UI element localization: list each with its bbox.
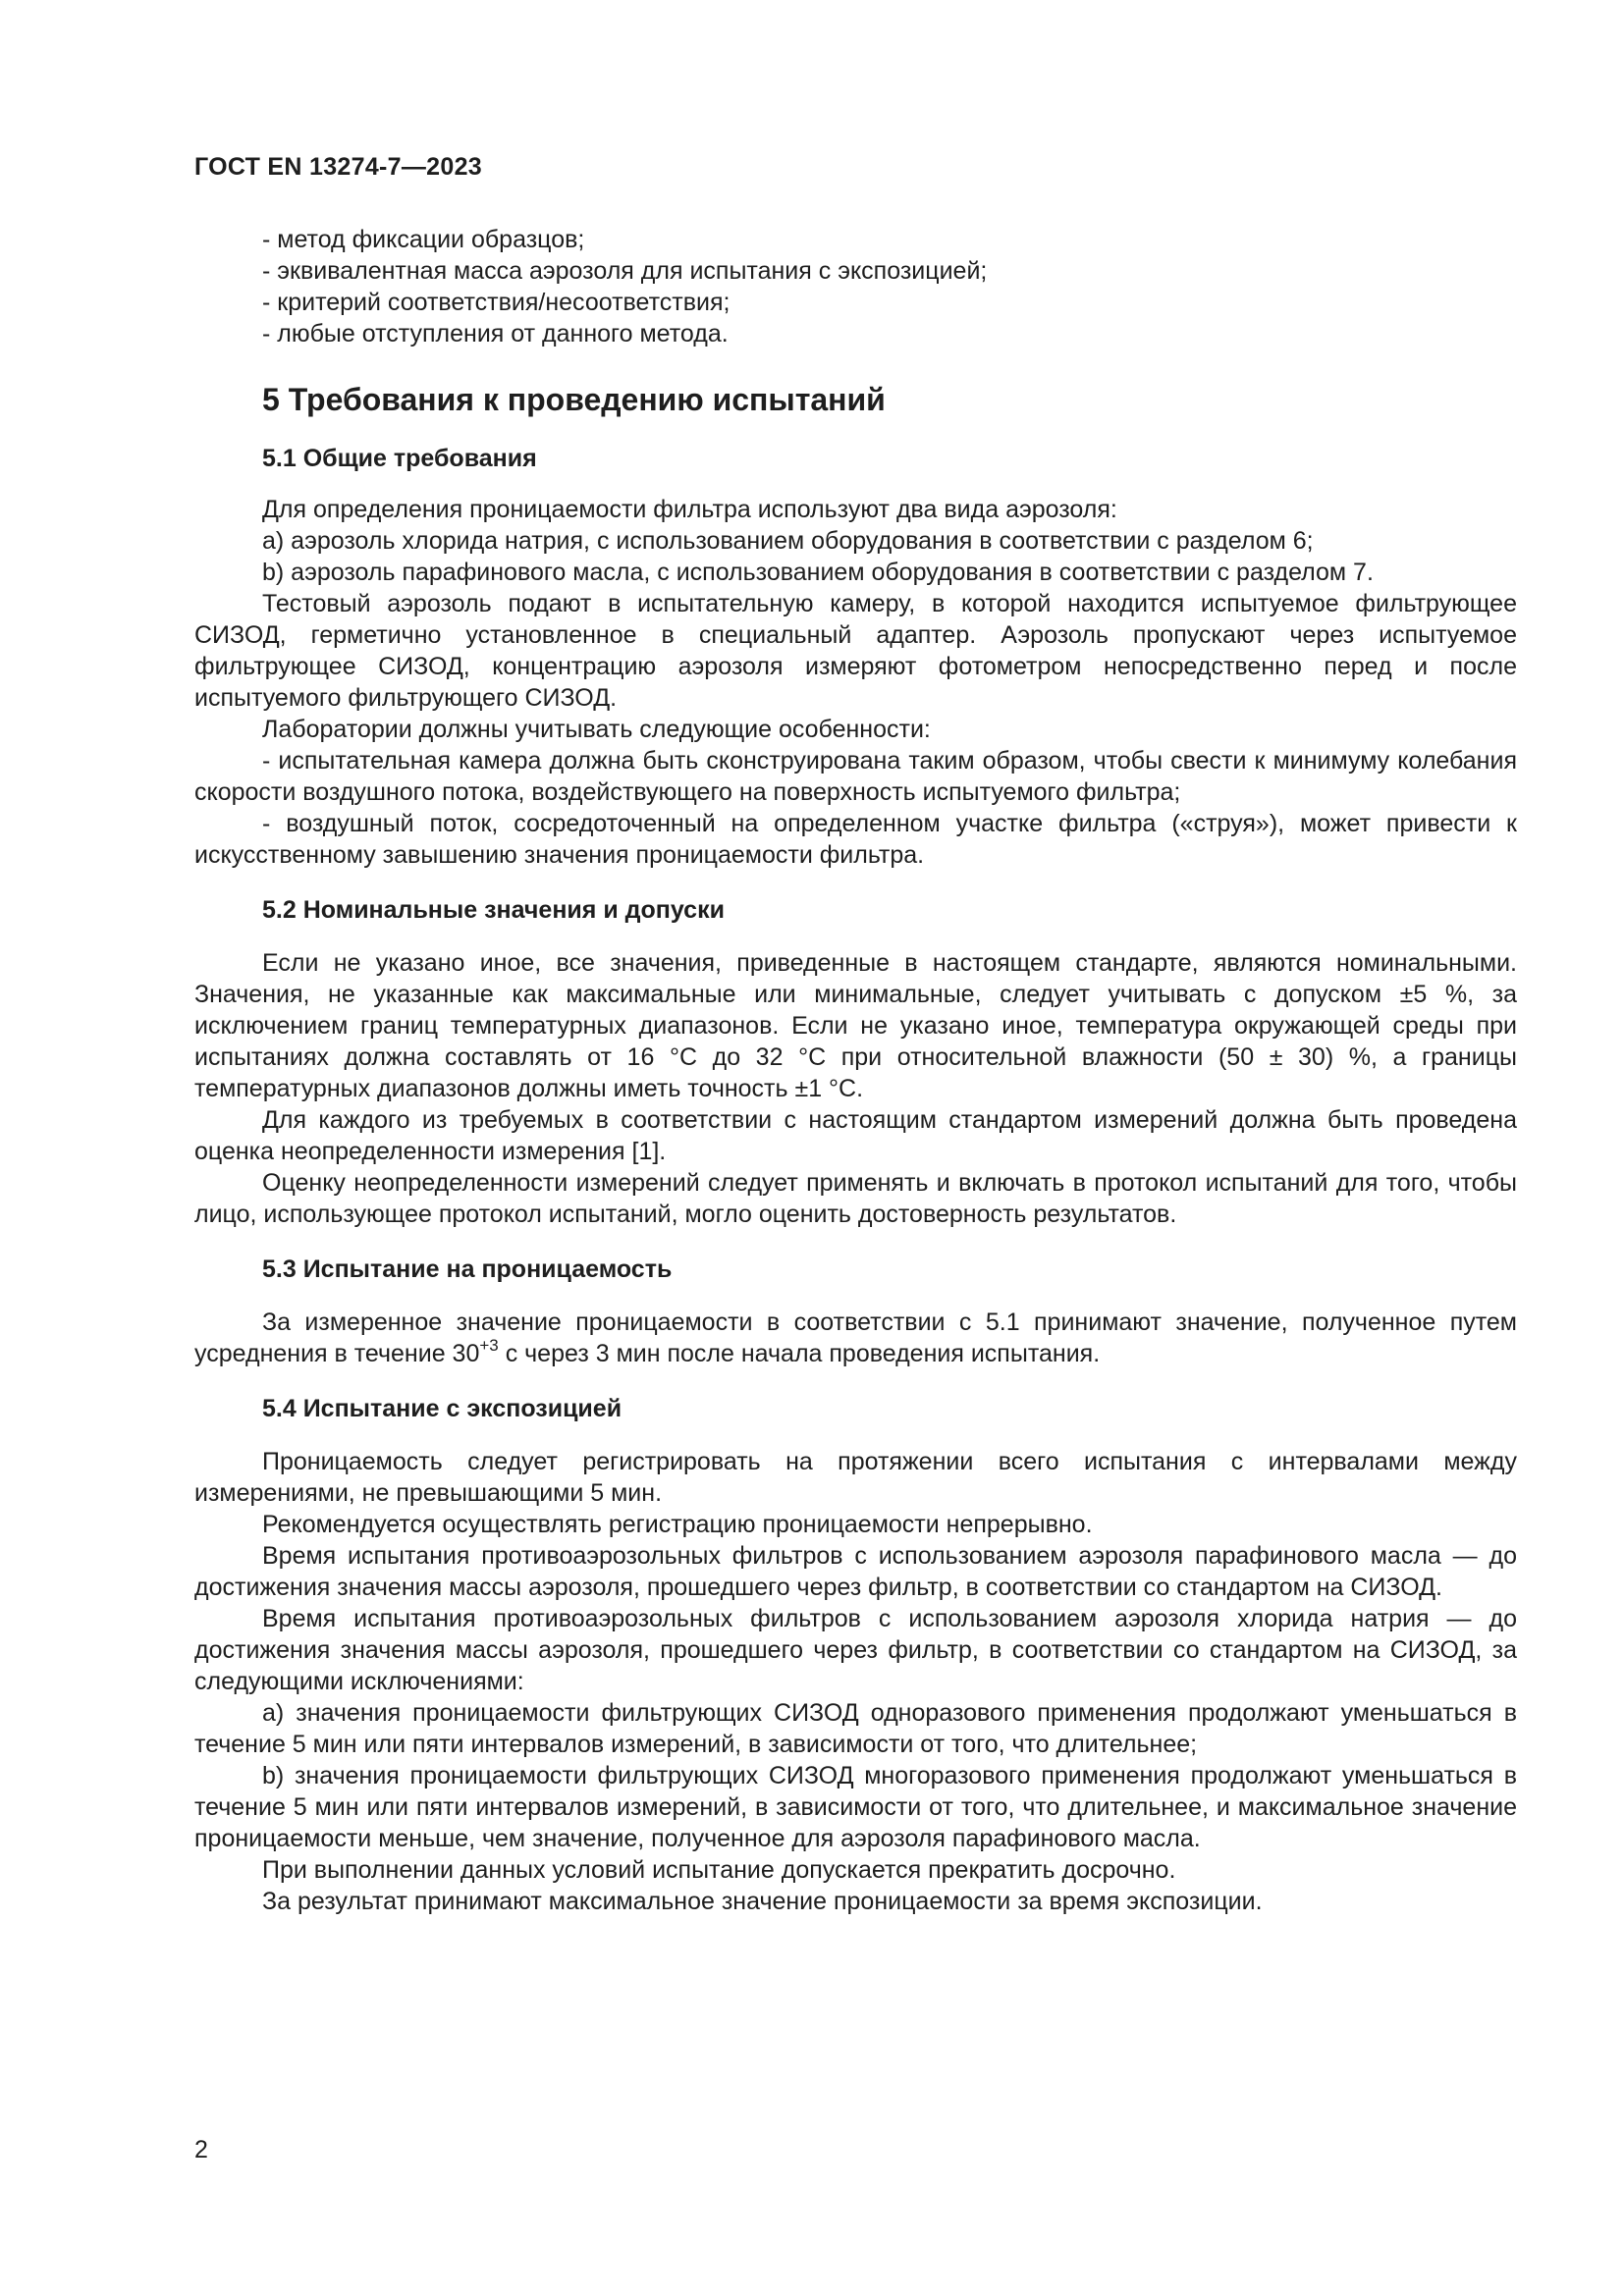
paragraph: Проницаемость следует регистрировать на протяжении всего испытания с интервалами между измерениями, не превышающими 5 мин. (194, 1448, 1517, 1507)
list-item: b) значения проницаемости фильтрующих СИЗОД многоразового применения продолжают уменьшаться в течение 5 мин или пяти интервалов измерений, в зависимости от того, что длительнее, и максимальное значение проницаемости меньше, чем значение, полученное для аэрозоля парафинового масла. (194, 1762, 1517, 1852)
section-5-2-heading: 5.2 Номинальные значения и допуски (262, 896, 725, 924)
section-5-3-heading: 5.3 Испытание на проницаемость (262, 1255, 673, 1283)
page-number: 2 (194, 2136, 208, 2163)
list-item: - воздушный поток, сосредоточенный на определенном участке фильтра («струя»), может привести к искусственному завышению значения проницаемости фильтра. (194, 810, 1517, 869)
document-body (194, 224, 1517, 1917)
section-5-heading: 5 Требования к проведению испытаний (262, 382, 886, 417)
list-item: a) значения проницаемости фильтрующих СИЗОД одноразового применения продолжают уменьшаться в течение 5 мин или пяти интервалов измерений, в зависимости от того, что длительнее; (194, 1699, 1517, 1758)
list-item: - метод фиксации образцов; (262, 226, 585, 253)
text-span: За измеренное значение проницаемости в соответствии с 5.1 принимают значение, полученное путем усреднения в течение 30 (194, 1308, 1517, 1367)
paragraph: Если не указано иное, все значения, приведенные в настоящем стандарте, являются номинальными. Значения, не указанные как максимальные или минимальные, следует учитывать с допуском ±5 %, за исключением границ температурных диапазонов. Если не указано иное, температура окружающей среды при испытаниях должна составлять от 16 °С до 32 °С при относительной влажности (50 ± 30) %, а границы температурных диапазонов должны иметь точность ±1 °С. (194, 949, 1517, 1102)
list-item: - эквивалентная масса аэрозоля для испытания с экспозицией; (262, 257, 988, 285)
text-span: с через 3 мин после начала проведения испытания. (498, 1340, 1101, 1367)
paragraph: Лаборатории должны учитывать следующие особенности: (262, 716, 931, 743)
paragraph: Тестовый аэрозоль подают в испытательную камеру, в которой находится испытуемое фильтрующее СИЗОД, герметично установленное в специальный адаптер. Аэрозоль пропускают через испытуемое фильтрующее СИЗОД, концентрацию аэрозоля измеряют фотометром непосредственно перед и после испытуемого фильтрующего СИЗОД. (194, 590, 1517, 712)
paragraph: Для определения проницаемости фильтра используют два вида аэрозоля: (262, 496, 1117, 523)
paragraph: При выполнении данных условий испытание допускается прекратить досрочно. (262, 1856, 1176, 1884)
list-item: - критерий соответствия/несоответствия; (262, 289, 731, 316)
paragraph (194, 1307, 1517, 1369)
list-item: - любые отступления от данного метода. (262, 320, 729, 347)
document-header: ГОСТ EN 13274-7—2023 (194, 153, 482, 181)
paragraph: Время испытания противоаэрозольных фильтров с использованием аэрозоля хлорида натрия — до достижения значения массы аэрозоля, прошедшего через фильтр, в соответствии со стандартом на СИЗОД, за следующими исключениями: (194, 1605, 1517, 1695)
superscript: +3 (479, 1335, 499, 1355)
paragraph: Рекомендуется осуществлять регистрацию проницаемости непрерывно. (262, 1511, 1093, 1538)
list-item: a) аэрозоль хлорида натрия, с использованием оборудования в соответствии с разделом 6; (262, 527, 1314, 555)
section-5-4-heading: 5.4 Испытание с экспозицией (262, 1395, 623, 1422)
list-item: b) аэрозоль парафинового масла, с использованием оборудования в соответствии с разделом 7. (262, 559, 1374, 586)
paragraph: Оценку неопределенности измерений следует применять и включать в протокол испытаний для того, чтобы лицо, использующее протокол испытаний, могло оценить достоверность результатов. (194, 1169, 1517, 1228)
paragraph: Время испытания противоаэрозольных фильтров с использованием аэрозоля парафинового масла — до достижения значения массы аэрозоля, прошедшего через фильтр, в соответствии со стандартом на СИЗОД. (194, 1542, 1517, 1601)
section-5-1-heading: 5.1 Общие требования (262, 445, 537, 472)
paragraph: За результат принимают максимальное значение проницаемости за время экспозиции. (262, 1888, 1263, 1915)
list-item: - испытательная камера должна быть сконструирована таким образом, чтобы свести к минимуму колебания скорости воздушного потока, воздействующего на поверхность испытуемого фильтра; (194, 747, 1517, 806)
paragraph: Для каждого из требуемых в соответствии с настоящим стандартом измерений должна быть проведена оценка неопределенности измерения [1]. (194, 1106, 1517, 1165)
